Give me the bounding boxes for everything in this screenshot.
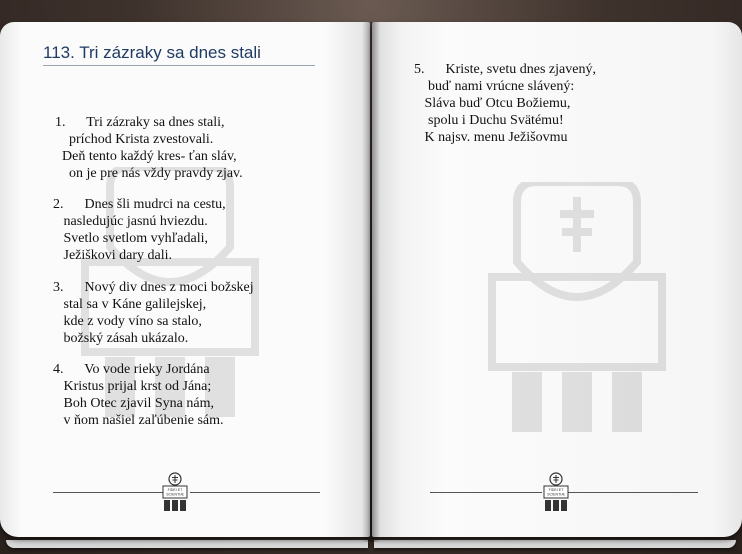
stanza-line: kde z vody víno sa stalo, <box>53 314 202 329</box>
stanza-line: v ňom našiel zaľúbenie sám. <box>53 413 224 428</box>
ssv-logo-icon <box>160 472 190 512</box>
ssv-logo-icon <box>541 472 571 512</box>
stanza-5 <box>414 61 596 146</box>
stanza-line: Svetlo svetlom vyhľadali, <box>53 231 209 246</box>
stanza-line: 1. Tri zázraky sa dnes stali, <box>55 115 225 130</box>
open-book <box>0 22 742 542</box>
song-title: 113. Tri zázraky sa dnes stali <box>43 43 315 66</box>
footer-rule-left <box>53 492 165 493</box>
right-page <box>372 22 742 537</box>
book-spine <box>362 22 380 542</box>
stanza-line: 2. Dnes šli mudrci na cestu, <box>53 197 226 212</box>
stanza-line: 4. Vo vode rieky Jordána <box>53 362 210 377</box>
stanza-line: stal sa v Káne galilejskej, <box>53 297 207 312</box>
footer-rule-left <box>430 492 542 493</box>
stanza-line: 5. Kriste, svetu dnes zjavený, <box>414 62 596 77</box>
stanza-line: Sláva buď Otcu Božiemu, <box>414 96 571 111</box>
footer-rule-right <box>190 492 320 493</box>
left-page <box>0 22 370 537</box>
stanza-line: buď nami vrúcne slávený: <box>414 79 575 94</box>
stanza-line: Boh Otec zjavil Syna nám, <box>53 396 214 411</box>
stanza-line: on je pre nás vždy pravdy zjav. <box>55 166 243 181</box>
footer-rule-right <box>568 492 698 493</box>
stanza-line: Ježiškovi dary dali. <box>53 248 172 263</box>
stanza-line: K najsv. menu Ježišovmu <box>414 130 568 145</box>
stanza-line: 3. Nový div dnes z moci božskej <box>53 280 254 295</box>
svg-text:SCIENTIÆ: SCIENTIÆ <box>166 492 184 497</box>
watermark-logo <box>482 182 672 432</box>
left-page-edge <box>6 540 368 548</box>
stanza-line: príchod Krista zvestovali. <box>55 132 214 147</box>
stanza-2 <box>53 196 226 264</box>
stanza-4 <box>53 361 224 429</box>
stanza-line: spolu i Duchu Svätému! <box>414 113 564 128</box>
right-page-edge <box>374 540 736 548</box>
stanza-line: nasledujúc jasnú hviezdu. <box>53 214 208 229</box>
stanza-line: Deň tento každý kres- ťan sláv, <box>55 149 237 164</box>
svg-text:FIDEI ET: FIDEI ET <box>167 488 183 492</box>
stanza-line: Kristus prijal krst od Jána; <box>53 379 212 394</box>
stanza-1 <box>55 114 243 182</box>
stanza-3 <box>53 279 254 347</box>
svg-text:SCIENTIÆ: SCIENTIÆ <box>547 492 565 497</box>
stanza-line: božský zásah ukázalo. <box>53 331 189 346</box>
svg-text:FIDEI ET: FIDEI ET <box>548 488 564 492</box>
